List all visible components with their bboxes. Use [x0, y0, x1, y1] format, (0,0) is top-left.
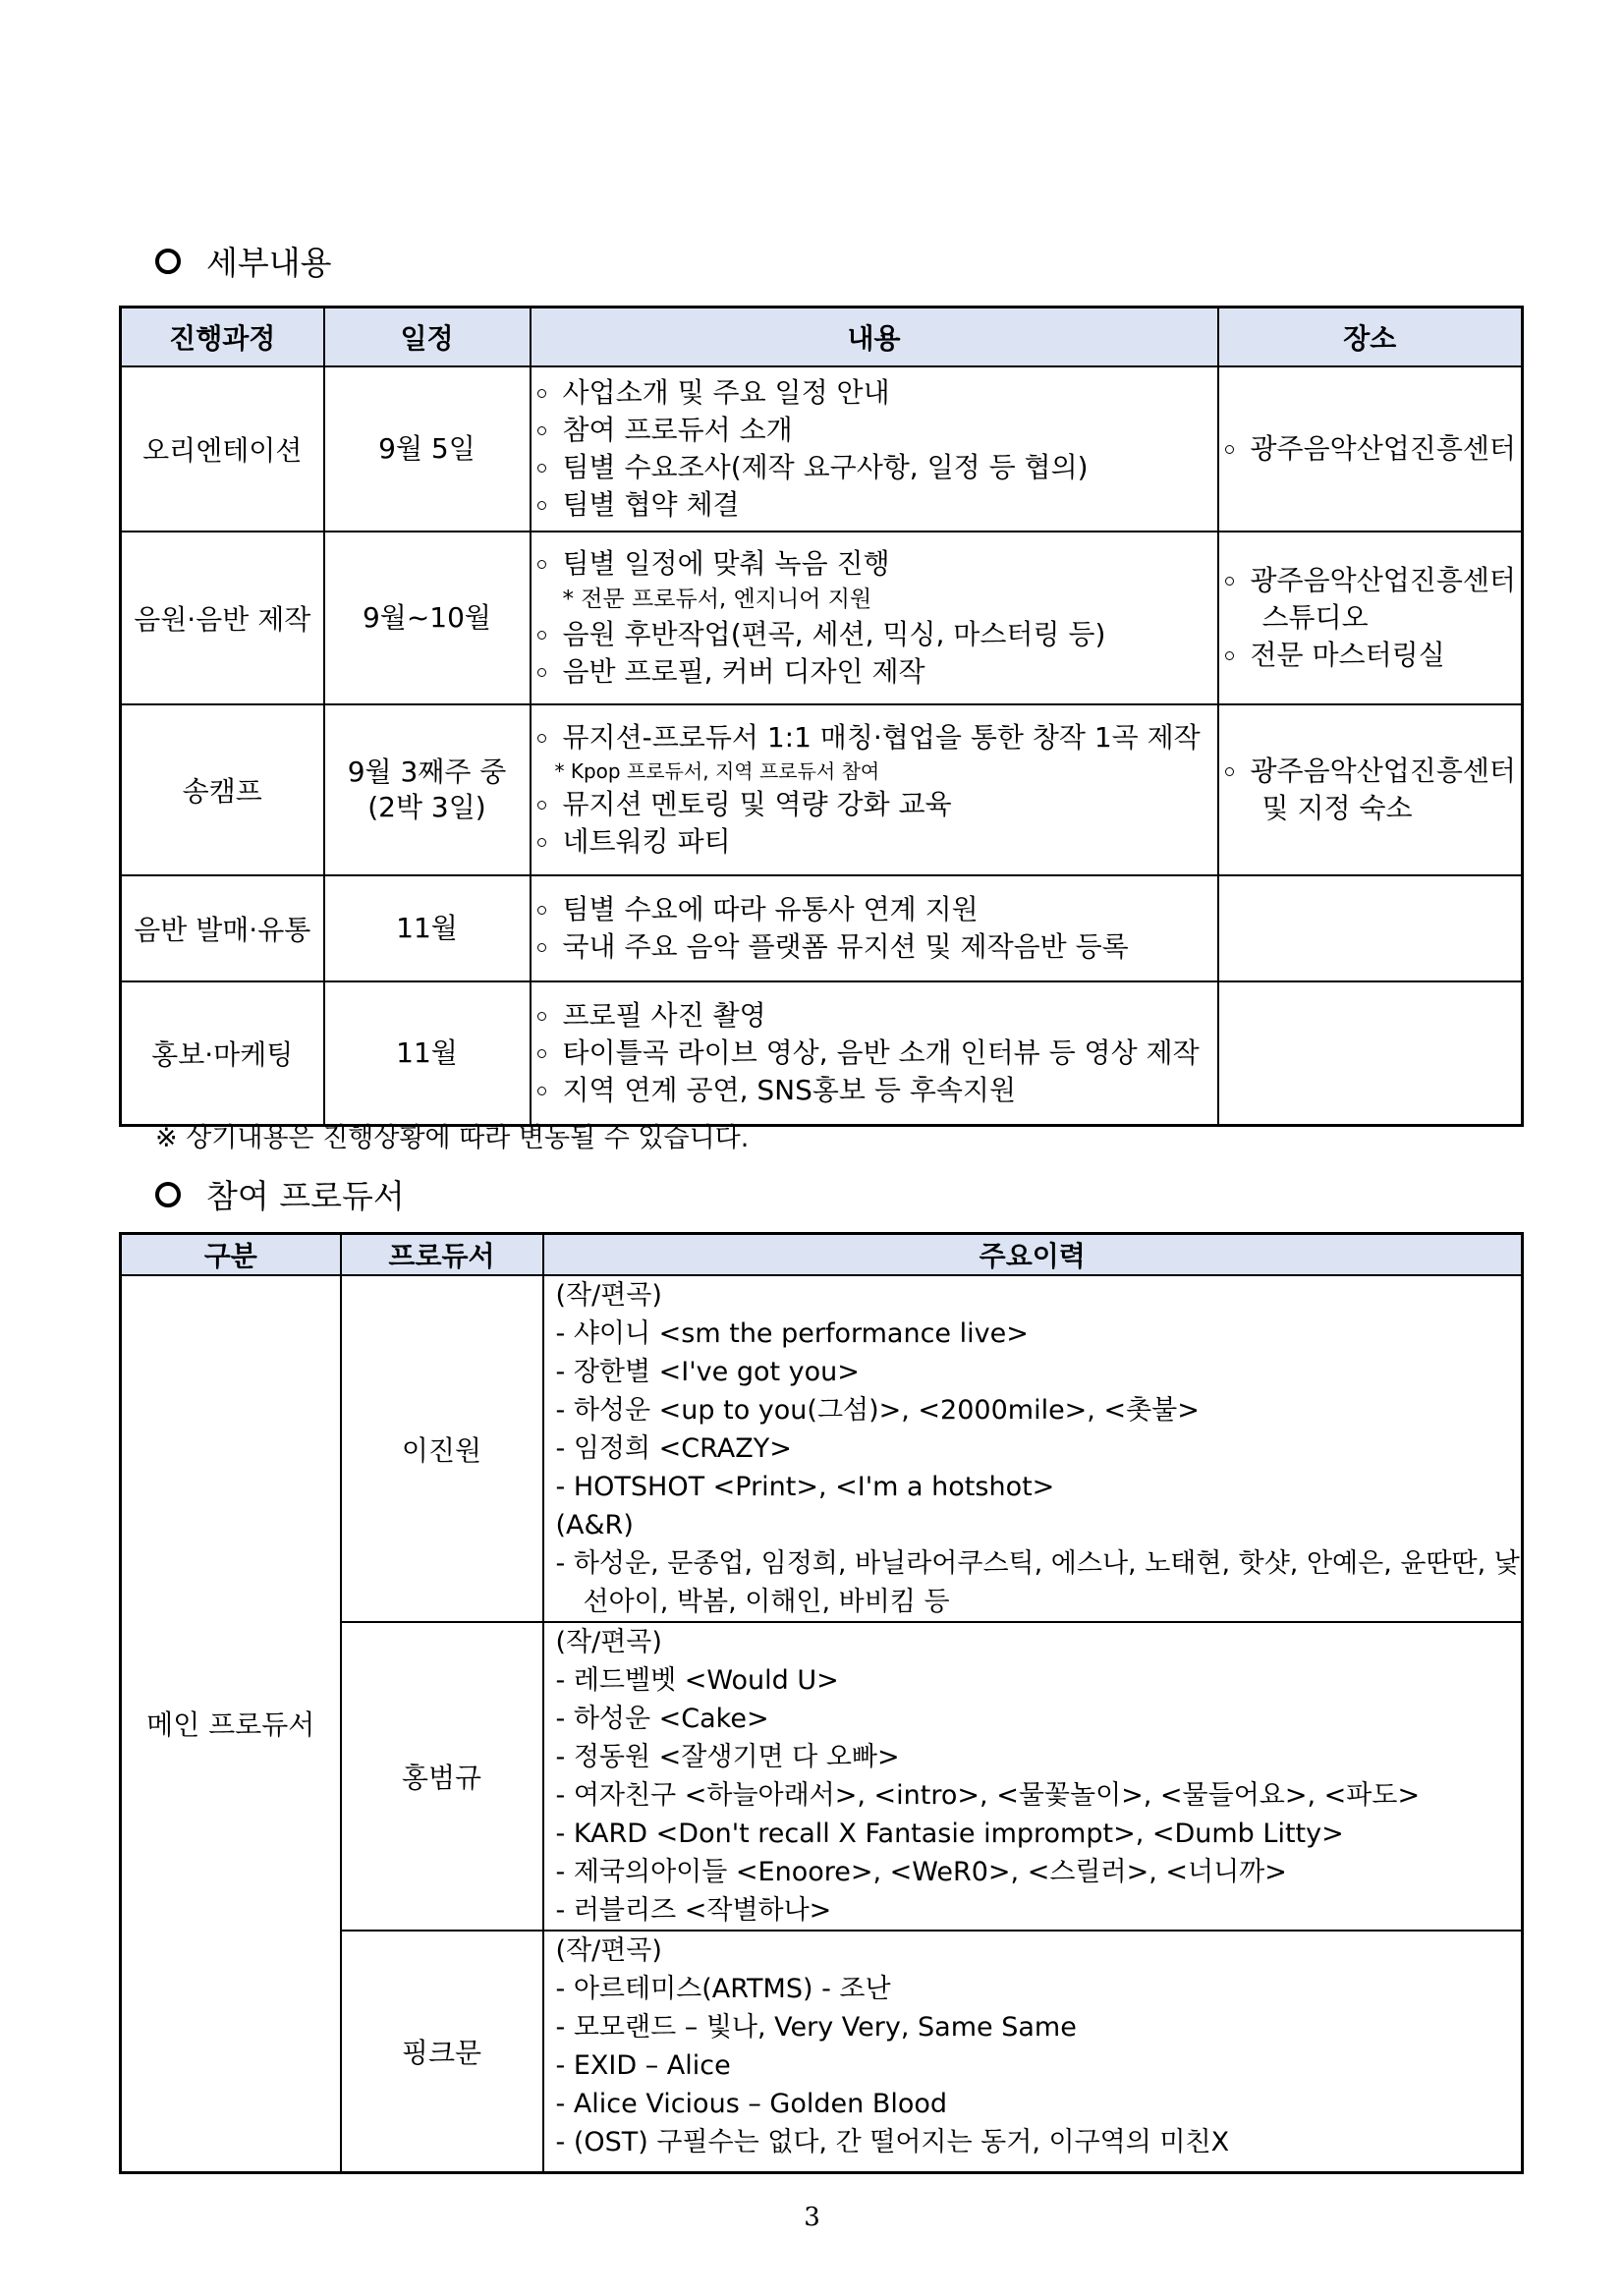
- place-item: 광주음악산업진흥센터: [1225, 430, 1522, 468]
- schedule-line: 11월: [396, 1036, 458, 1069]
- header-producer: 프로듀서: [341, 1234, 543, 1276]
- header-category: 구분: [121, 1234, 341, 1276]
- career-item: (작/편곡): [555, 1280, 662, 1311]
- producers-table: [119, 1232, 1524, 2174]
- content-cell: [531, 366, 1218, 532]
- career-item: - 하성운 <up to you(그섬)>, <2000mile>, <촛불>: [555, 1395, 1200, 1426]
- section-heading-producers: [155, 1171, 405, 1217]
- content-list: [532, 719, 1217, 861]
- career-item: - 여자친구 <하늘아래서>, <intro>, <물꽃놀이>, <물들어요>, <파도>: [555, 1780, 1421, 1811]
- place-list: [1219, 562, 1522, 674]
- content-note: * 전문 프로듀서, 엔지니어 지원: [562, 587, 872, 612]
- header-place: 장소: [1218, 308, 1523, 367]
- schedule-cell: [324, 981, 531, 1125]
- stage-cell: 음원·음반 제작: [121, 532, 324, 704]
- stage-cell: 음반 발매·유통: [121, 875, 324, 981]
- schedule-line: 9월 3째주 중: [347, 756, 507, 788]
- career-item: - 러블리즈 <작별하나>: [555, 1895, 832, 1926]
- career-item: (A&R): [555, 1510, 634, 1540]
- career-item: - HOTSHOT <Print>, <I'm a hotshot>: [555, 1472, 1055, 1502]
- schedule-cell: [324, 532, 531, 704]
- career-item: - (OST) 구필수는 없다, 간 떨어지는 동거, 이구역의 미친X: [555, 2127, 1230, 2157]
- content-item: 팀별 수요에 따라 유통사 연계 지원: [537, 891, 1217, 928]
- schedule-cell: [324, 366, 531, 532]
- header-career: 주요이력: [543, 1234, 1523, 1276]
- career-item: - 하성운 <Cake>: [555, 1704, 769, 1734]
- place-cell: [1218, 532, 1523, 704]
- career-cell: [543, 1931, 1523, 2172]
- career-item: - 제국의아이들 <Enoore>, <WeR0>, <스릴러>, <너니까>: [555, 1857, 1287, 1887]
- content-item: 팀별 일정에 맞춰 녹음 진행: [537, 545, 1217, 583]
- career-list: [544, 1623, 1522, 1930]
- category-cell: 메인 프로듀서: [121, 1275, 341, 2172]
- table-header-row: [121, 1234, 1523, 1276]
- career-item: - 장한별 <I've got you>: [555, 1357, 860, 1387]
- content-cell: [531, 704, 1218, 875]
- place-item: 스튜디오: [1261, 601, 1369, 634]
- career-item: - 레드벨벳 <Would U>: [555, 1665, 839, 1696]
- schedule-cell: [324, 875, 531, 981]
- place-list: [1219, 753, 1522, 827]
- header-stage: 진행과정: [121, 308, 324, 367]
- career-item: (작/편곡): [555, 1935, 662, 1966]
- content-item: 타이틀곡 라이브 영상, 음반 소개 인터뷰 등 영상 제작: [537, 1035, 1217, 1072]
- schedule-cell: [324, 704, 531, 875]
- footnote: ※ 상기내용은 진행상황에 따라 변동될 수 있습니다.: [155, 1123, 750, 1153]
- header-content: 내용: [531, 308, 1218, 367]
- content-list: [532, 374, 1217, 524]
- place-item: 광주음악산업진흥센터: [1225, 562, 1522, 599]
- content-item: 국내 주요 음악 플랫폼 뮤지션 및 제작음반 등록: [537, 928, 1217, 966]
- schedule-line: 11월: [396, 912, 458, 944]
- place-cell: [1218, 981, 1523, 1125]
- producer-name-cell: 홍범규: [341, 1622, 543, 1931]
- content-cell: [531, 875, 1218, 981]
- place-cell: [1218, 704, 1523, 875]
- table-row: [121, 366, 1523, 532]
- content-item: 음반 프로필, 커버 디자인 제작: [537, 653, 1217, 691]
- place-item: 광주음악산업진흥센터: [1225, 753, 1522, 790]
- section-title: 참여 프로듀서: [206, 1177, 405, 1215]
- career-item: - KARD <Don't recall X Fantasie imprompt>, <Dumb Litty>: [555, 1819, 1344, 1849]
- career-item: - 모모랜드 – 빛나, Very Very, Same Same: [555, 2012, 1077, 2043]
- circle-bullet-icon: [155, 1182, 181, 1207]
- content-list: [532, 545, 1217, 691]
- details-table: [119, 306, 1524, 1127]
- table-row: [121, 532, 1523, 704]
- career-cell: [543, 1622, 1523, 1931]
- content-cell: [531, 981, 1218, 1125]
- career-item: - 아르테미스(ARTMS) - 조난: [555, 1974, 891, 2004]
- content-item: 뮤지션-프로듀서 1:1 매칭·협업을 통한 창작 1곡 제작: [537, 719, 1217, 756]
- place-cell: [1218, 366, 1523, 532]
- career-list: [544, 1276, 1522, 1621]
- stage-cell: 홍보·마케팅: [121, 981, 324, 1125]
- career-item: - 정동원 <잘생기면 다 오빠>: [555, 1742, 900, 1772]
- career-item: - 하성운, 문종업, 임정희, 바닐라어쿠스틱, 에스나, 노태현, 핫샷, 안예은, 윤딴딴, 낯선아이, 박봄, 이해인, 바비킴 등: [555, 1548, 1520, 1617]
- place-item: 전문 마스터링실: [1225, 637, 1522, 674]
- career-item: - 샤이니 <sm the performance live>: [555, 1318, 1029, 1349]
- career-item: - EXID – Alice: [555, 2050, 731, 2081]
- circle-bullet-icon: [155, 249, 181, 274]
- producer-name-cell: 이진원: [341, 1275, 543, 1622]
- career-cell: [543, 1275, 1523, 1622]
- content-list: [532, 891, 1217, 966]
- content-item: 음원 후반작업(편곡, 세션, 믹싱, 마스터링 등): [537, 616, 1217, 653]
- table-row: [121, 981, 1523, 1125]
- section-title: 세부내용: [206, 244, 332, 282]
- schedule-line: 9월 5일: [378, 432, 476, 465]
- section-heading-details: [155, 238, 332, 284]
- place-item: 및 지정 숙소: [1261, 792, 1413, 824]
- content-item: 뮤지션 멘토링 및 역량 강화 교육: [537, 786, 1217, 823]
- career-item: - 임정희 <CRAZY>: [555, 1433, 792, 1464]
- schedule-line: (2박 3일): [367, 791, 486, 823]
- content-item: 사업소개 및 주요 일정 안내: [537, 374, 1217, 412]
- stage-cell: 송캠프: [121, 704, 324, 875]
- content-cell: [531, 532, 1218, 704]
- content-item: 네트워킹 파티: [537, 823, 1217, 861]
- stage-cell: 오리엔테이션: [121, 366, 324, 532]
- career-item: (작/편곡): [555, 1627, 662, 1657]
- content-list: [532, 997, 1217, 1109]
- table-row: [121, 1275, 1523, 1622]
- content-item: 프로필 사진 촬영: [537, 997, 1217, 1035]
- producer-name-cell: 핑크문: [341, 1931, 543, 2172]
- header-schedule: 일정: [324, 308, 531, 367]
- career-item: - Alice Vicious – Golden Blood: [555, 2089, 948, 2119]
- career-list: [544, 1932, 1522, 2161]
- content-note: * Kpop 프로듀서, 지역 프로듀서 참여: [554, 759, 880, 783]
- place-list: [1219, 430, 1522, 468]
- table-row: [121, 875, 1523, 981]
- table-header-row: [121, 308, 1523, 367]
- content-item: 지역 연계 공연, SNS홍보 등 후속지원: [537, 1072, 1217, 1109]
- content-item: 팀별 수요조사(제작 요구사항, 일정 등 협의): [537, 449, 1217, 486]
- schedule-line: 9월~10월: [362, 601, 491, 634]
- content-item: 참여 프로듀서 소개: [537, 412, 1217, 449]
- place-cell: [1218, 875, 1523, 981]
- content-item: 팀별 협약 체결: [537, 486, 1217, 524]
- table-row: [121, 704, 1523, 875]
- page-number: 3: [804, 2203, 820, 2232]
